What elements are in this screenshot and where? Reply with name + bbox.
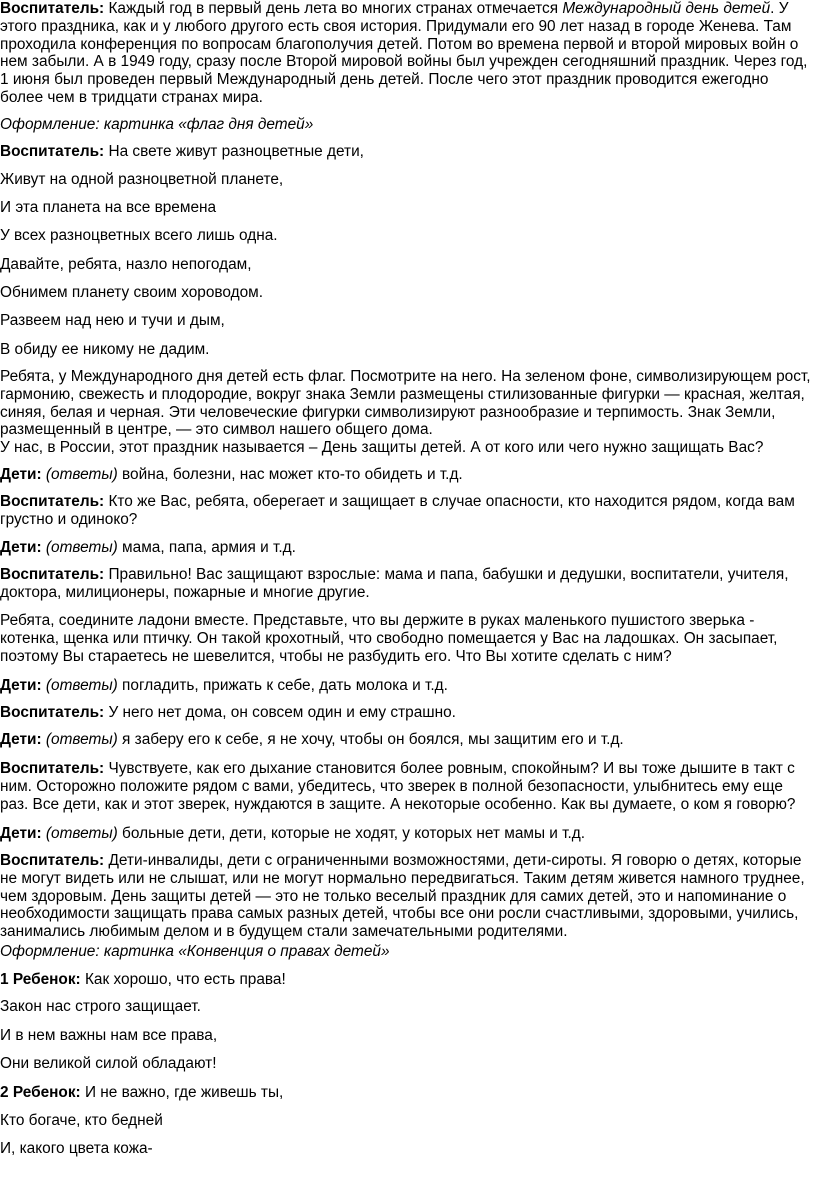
speaker-label: Воспитатель: (0, 704, 105, 721)
paragraph (0, 760, 812, 813)
speaker-label: Дети: (0, 731, 42, 748)
text-run: Обнимем планету своим хороводом. (0, 284, 264, 301)
paragraph (0, 677, 812, 695)
text-run: Ребята, соедините ладони вместе. Представьте, что вы держите в руках маленького пушистого зверька - котенка, щенка или птичку. Он такой крохотный, что свободно помещается у Вас на ладошках. Он засыпает, поэтому Вы стараетесь не шевелится, чтобы не разбудить его. Что Вы хотите сделать с ним? (0, 612, 778, 665)
paragraph (0, 539, 812, 557)
text-run: У всех разноцветных всего лишь одна. (0, 227, 278, 244)
text-run: Ребята, у Международного дня детей есть флаг. Посмотрите на него. На зеленом фоне, символизирующем рост, гармонию, свежесть и плодородие, вокруг знака Земли размещены стилизованные фигурки — красная, желтая, синяя, белая и черная. Эти человеческие фигурки символизируют разнообразие и терпимость. Знак Земли, размещенный в центре, — это символ нашего общего дома. (0, 368, 811, 439)
speaker-label: Воспитатель: (0, 493, 105, 510)
paragraph (0, 227, 812, 245)
speaker-label: Дети: (0, 466, 42, 483)
italic-text: Оформление: картинка «флаг дня детей» (0, 116, 314, 133)
speaker-label: Воспитатель: (0, 143, 105, 160)
text-run: Живут на одной разноцветной планете, (0, 171, 284, 188)
text-run: мама, папа, армия и т.д. (117, 539, 296, 556)
text-run: Чувствуете, как его дыхание становится более ровным, спокойным? И вы тоже дышите в такт с ним. Осторожно положите рядом с вами, убедитесь, что зверек в полной безопасности, улыбнитесь ему еще раз. Все дети, как и этот зверек, нуждаются в защите. А некоторые особенно. Как вы думаете, о ком я говорю? (0, 760, 796, 813)
paragraph (0, 971, 812, 989)
paragraph (0, 466, 812, 484)
paragraph (0, 825, 812, 843)
paragraph (0, 368, 812, 439)
paragraph (0, 171, 812, 189)
text-run: Как хорошо, что есть права! (80, 971, 286, 988)
text-run: И не важно, где живешь ты, (80, 1084, 284, 1101)
text-run: Дети-инвалиды, дети с ограниченными возможностями, дети-сироты. Я говорю о детях, которые не могут видеть или не слышат, или не могут нормально передвигаться. Таким детям живется намного труднее, чем здоровым. День защиты детей — это не только веселый праздник для самих детей, это и напоминание о необходимости защищать права самых разных детей, чтобы все они росли счастливыми, здоровыми, учились, занимались любимым делом и в будущем стали замечательными родителями. (0, 852, 805, 941)
italic-text: (ответы) (45, 731, 118, 748)
text-run: На свете живут разноцветные дети, (104, 143, 364, 160)
paragraph (0, 1027, 812, 1045)
paragraph (0, 1112, 812, 1130)
text-run: Каждый год в первый день лета во многих странах отмечается (104, 0, 563, 17)
speaker-label: Воспитатель: (0, 566, 105, 583)
italic-text: (ответы) (45, 677, 118, 694)
paragraph (0, 116, 812, 134)
paragraph (0, 998, 812, 1016)
text-run: . У этого праздника, как и у любого другого есть своя история. Придумали его 90 лет назад в городе Женева. Там проходила конференция по вопросам благополучия детей. Потом во времена первой и второй мировых войн о нем забыли. А в 1949 году, сразу после Второй мировой войны был учрежден сегодняшний праздник. Через год, 1 июня был проведен первый Международный день детей. После чего этот праздник проводится ежегодно более чем в тридцати странах мира. (0, 0, 808, 106)
paragraph (0, 731, 812, 749)
paragraph (0, 1084, 812, 1102)
text-run: Кто богаче, кто бедней (0, 1112, 163, 1129)
italic-text: (ответы) (45, 825, 118, 842)
paragraph (0, 312, 812, 330)
paragraph (0, 1140, 812, 1158)
text-run: погладить, прижать к себе, дать молока и т.д. (117, 677, 448, 694)
speaker-label: Воспитатель: (0, 852, 105, 869)
paragraph (0, 1055, 812, 1073)
text-run: Правильно! Вас защищают взрослые: мама и папа, бабушки и дедушки, воспитатели, учителя, доктора, милиционеры, пожарные и многие другие. (0, 566, 789, 601)
paragraph (0, 341, 812, 359)
paragraph (0, 439, 812, 457)
text-run: Давайте, ребята, назло непогодам, (0, 256, 252, 273)
paragraph (0, 566, 812, 602)
italic-text: Международный день детей (562, 0, 771, 17)
text-run: У него нет дома, он совсем один и ему страшно. (104, 704, 456, 721)
paragraph (0, 704, 812, 722)
speaker-label: 2 Ребенок: (0, 1084, 81, 1101)
text-run: И, какого цвета кожа- (0, 1140, 153, 1157)
paragraph (0, 852, 812, 941)
text-run: Они великой силой обладают! (0, 1055, 217, 1072)
text-run: Кто же Вас, ребята, оберегает и защищает в случае опасности, кто находится рядом, когда вам грустно и одиноко? (0, 493, 795, 528)
speaker-label: Воспитатель: (0, 0, 105, 17)
paragraph (0, 493, 812, 529)
italic-text: (ответы) (45, 466, 118, 483)
text-run: Закон нас строго защищает. (0, 998, 201, 1015)
speaker-label: Дети: (0, 677, 42, 694)
paragraph (0, 143, 812, 161)
paragraph (0, 943, 812, 961)
text-run: В обиду ее никому не дадим. (0, 341, 210, 358)
paragraph (0, 0, 812, 107)
text-run: И эта планета на все времена (0, 199, 217, 216)
speaker-label: Дети: (0, 539, 42, 556)
text-run: больные дети, дети, которые не ходят, у которых нет мамы и т.д. (117, 825, 586, 842)
italic-text: Оформление: картинка «Конвенция о правах детей» (0, 943, 390, 960)
text-run: И в нем важны нам все права, (0, 1027, 218, 1044)
text-run: У нас, в России, этот праздник называется – День защиты детей. А от кого или чего нужно защищать Вас? (0, 439, 764, 456)
speaker-label: Дети: (0, 825, 42, 842)
speaker-label: Воспитатель: (0, 760, 105, 777)
speaker-label: 1 Ребенок: (0, 971, 81, 988)
paragraph (0, 199, 812, 217)
text-run: война, болезни, нас может кто-то обидеть и т.д. (117, 466, 463, 483)
text-run: я заберу его к себе, я не хочу, чтобы он боялся, мы защитим его и т.д. (117, 731, 624, 748)
paragraph (0, 284, 812, 302)
text-run: Развеем над нею и тучи и дым, (0, 312, 225, 329)
italic-text: (ответы) (45, 539, 118, 556)
paragraph (0, 256, 812, 274)
paragraph (0, 612, 812, 665)
